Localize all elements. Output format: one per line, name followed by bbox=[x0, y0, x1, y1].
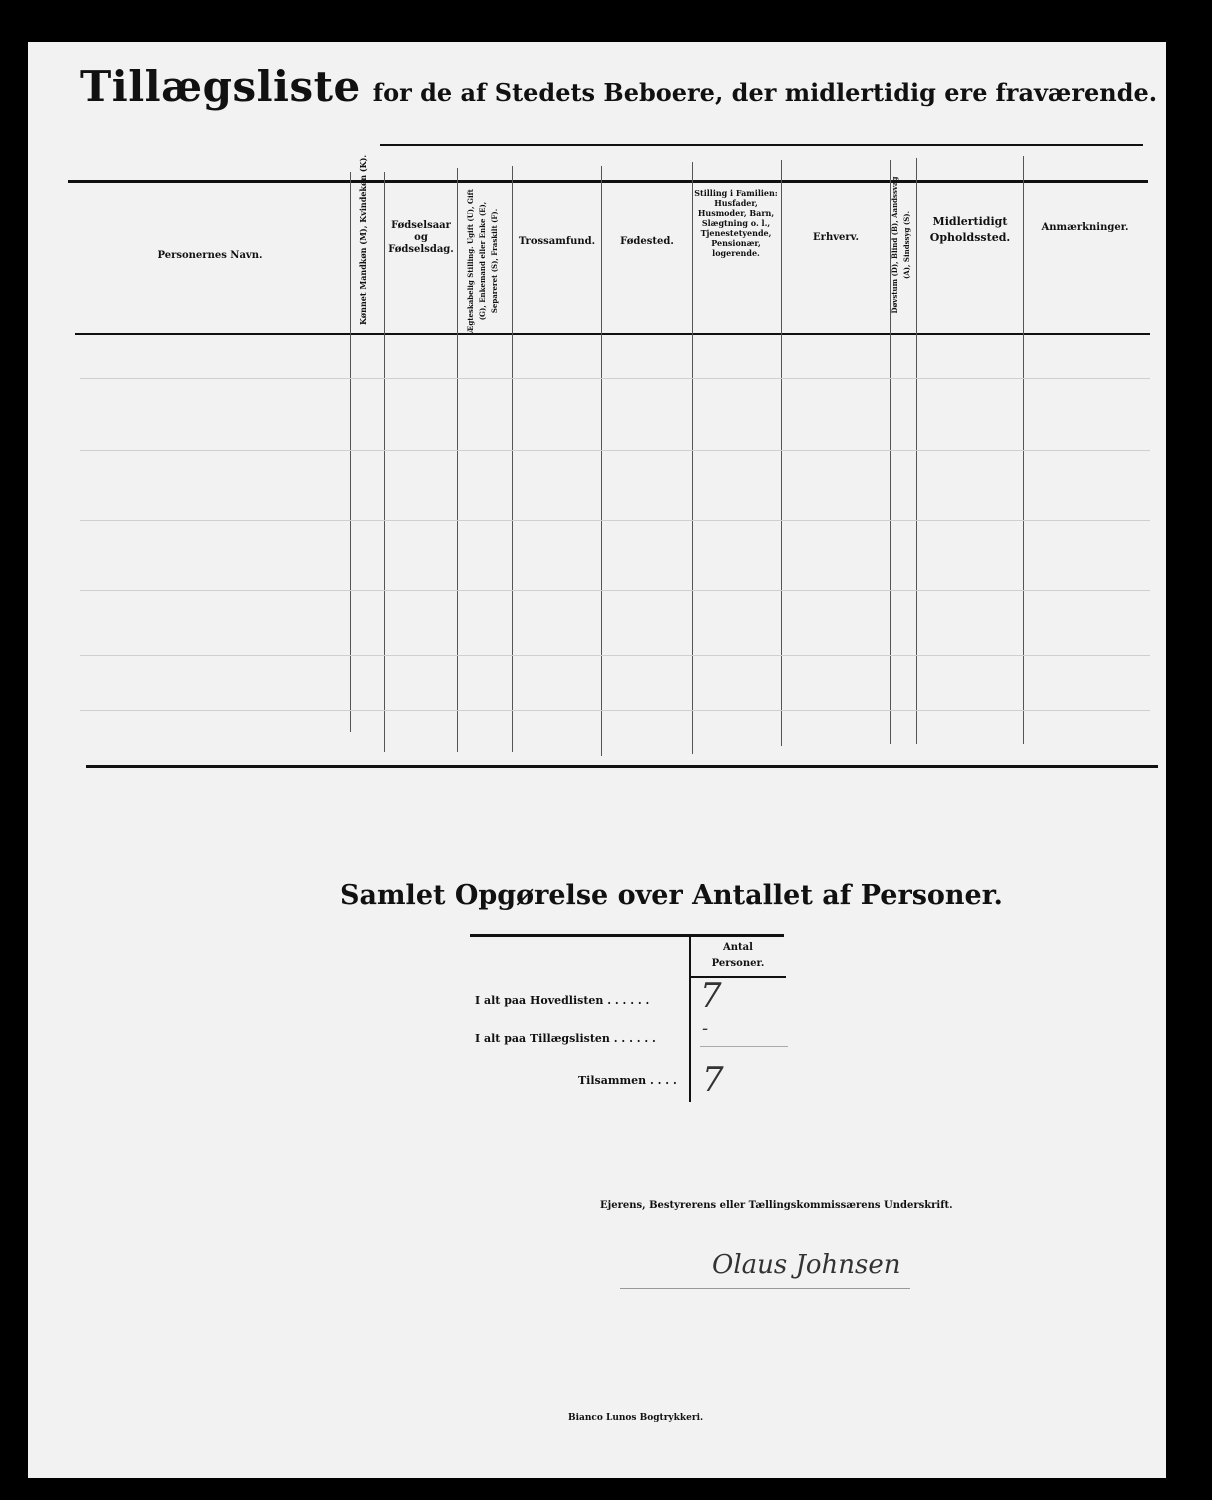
summary-row-total: Tilsammen . . . . bbox=[578, 1074, 677, 1087]
printer-imprint: Bianco Lunos Bogtrykkeri. bbox=[568, 1413, 704, 1423]
title-emphasis: fraværende. bbox=[995, 78, 1158, 107]
signature-line bbox=[620, 1288, 910, 1289]
summary-row-line bbox=[700, 1046, 788, 1047]
title-underline bbox=[380, 144, 1143, 146]
title-main: Tillægsliste bbox=[80, 62, 361, 111]
table-row bbox=[80, 590, 1150, 591]
header-religion: Trossamfund. bbox=[518, 236, 596, 247]
summary-divider bbox=[689, 936, 691, 1102]
header-occupation: Erhverv. bbox=[813, 232, 859, 243]
summary-row-main-list: I alt paa Hovedlisten . . . . . . bbox=[475, 994, 650, 1007]
signature-caption: Ejerens, Bestyrerens eller Tællingskommissærens Underskrift. bbox=[600, 1200, 953, 1211]
header-birth: Fødselsaar og Fødselsdag. bbox=[388, 220, 454, 255]
signature-handwritten: Olaus Johnsen bbox=[712, 1250, 901, 1280]
summary-value-total: 7 bbox=[702, 1060, 724, 1100]
summary-column-header: Antal Personer. bbox=[711, 942, 765, 969]
header-bottom-border bbox=[75, 333, 1150, 335]
table-row bbox=[80, 450, 1150, 451]
summary-title: Samlet Opgørelse over Antallet af Personer. bbox=[340, 880, 1003, 911]
table-row bbox=[80, 378, 1150, 379]
column-divider bbox=[457, 168, 458, 752]
column-divider bbox=[916, 158, 917, 744]
column-divider bbox=[384, 172, 385, 752]
table-row bbox=[80, 520, 1150, 521]
table-row bbox=[80, 710, 1150, 711]
column-divider bbox=[512, 166, 513, 752]
summary-value-main-list: 7 bbox=[700, 976, 722, 1016]
form-title bbox=[80, 62, 1158, 111]
summary-row-supplement-list: I alt paa Tillægslisten . . . . . . bbox=[475, 1032, 656, 1045]
column-divider bbox=[350, 172, 351, 732]
header-family: Stilling i Familien: Husfader, Husmoder, Barn, Slægtning o. l., Tjenestetyende, Pensionær, logerende. bbox=[694, 188, 778, 258]
header-notes: Anmærkninger. bbox=[1041, 222, 1129, 233]
summary-value-supplement-list: - bbox=[702, 1018, 709, 1039]
summary-top-line bbox=[470, 934, 784, 937]
column-divider bbox=[601, 166, 602, 756]
header-marital: Ægteskabelig Stilling. Ugift (U), Gift (G), Enkemand eller Enke (E), Separeret (S), Fraskilt (F). bbox=[466, 189, 499, 333]
table-top-border bbox=[68, 180, 1148, 183]
table-bottom-border bbox=[86, 765, 1158, 768]
table-row bbox=[80, 655, 1150, 656]
header-birthplace: Fødested. bbox=[620, 236, 674, 247]
header-disability: Døvstum (D), Blind (B), Aandssvag (A), Sindssyg (S). bbox=[890, 176, 911, 314]
title-rest: for de af Stedets Beboere, der midlertidig ere bbox=[372, 78, 988, 107]
header-name: Personernes Navn. bbox=[157, 250, 263, 261]
header-sex: Kønnet Mandkøn (M), Kvindekøn (K). bbox=[358, 154, 368, 325]
header-residence: Midlertidigt Opholdssted. bbox=[929, 215, 1011, 244]
